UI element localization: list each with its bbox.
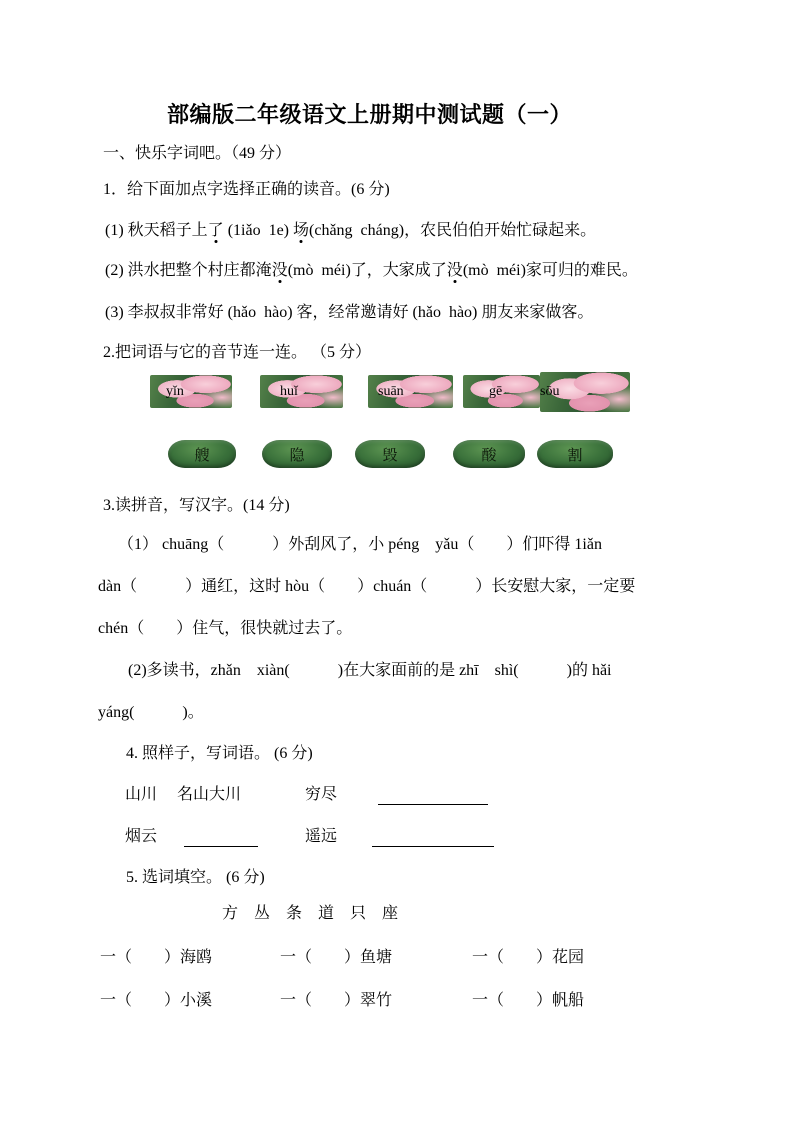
leaf-image-4 (453, 440, 525, 468)
leaf-char-label-2: 隐 (289, 447, 305, 464)
flower-image-5 (540, 372, 630, 412)
leaf-char-label-4: 酸 (481, 447, 497, 464)
q4-example-word-1: 山川 (125, 786, 158, 803)
leaf-char-label-1: 艘 (194, 447, 210, 464)
q4-blank-line-1 (378, 785, 488, 805)
dotted-char: 了 (207, 222, 224, 239)
q3-line-1: （1） chuāng（ ）外刮风了，小 péng yǎu（ ）们吓得 1iǎn (118, 536, 602, 553)
flower-image-4 (463, 375, 540, 408)
q3-line-2: dàn（ ）通红，这时 hòu（ ）chuán（ ）长安慰大家，一定要 (98, 578, 636, 595)
dotted-char: 没 (271, 262, 288, 279)
flower-pinyin-label-4: gē (489, 383, 503, 399)
leaf-image-1 (168, 440, 236, 468)
q5-item-yutang: 一（ ）鱼塘 (280, 949, 393, 966)
dotted-char: 场 (293, 222, 310, 239)
q5-item-huayuan: 一（ ）花园 (472, 949, 585, 966)
flower-pinyin-label-5: sōu (540, 384, 560, 399)
q5-item-cuizhu: 一（ ）翠竹 (280, 992, 393, 1009)
q5-item-fanchuan: 一（ ）帆船 (472, 992, 585, 1009)
q4-word-yaoyuan: 遥远 (305, 828, 338, 845)
flower-pinyin-label-3: suān (378, 383, 404, 399)
q5-options: 方 丛 条 道 只 座 (222, 905, 399, 922)
q4-word-qiongjin: 穷尽 (305, 786, 338, 803)
q4-blank-line-3 (372, 827, 494, 847)
q1-item-3: (3) 李叔叔非常好 (hǎo hào) 客，经常邀请好 (hǎo hào) 朋友来家做客。 (105, 304, 594, 321)
q3-prompt: 3.读拼音，写汉字。(14 分) (103, 497, 290, 514)
q1-prompt: 1．给下面加点字选择正确的读音。(6 分) (103, 181, 390, 198)
flower-pinyin-label-2: huǐ (280, 383, 298, 399)
leaf-image-5 (537, 440, 613, 468)
page-title: 部编版二年级语文上册期中测试题（一） (167, 102, 573, 127)
q1-item-2: (2) 洪水把整个村庄都淹没(mò méi)了，大家成了没(mò méi)家可归的难民。 (105, 262, 638, 279)
q4-blank-line-2 (184, 827, 258, 847)
section-heading: 一、快乐字词吧。（49 分） (103, 145, 292, 162)
q4-word-yanyun: 烟云 (125, 828, 158, 845)
leaf-image-3 (355, 440, 425, 468)
q2-prompt: 2.把词语与它的音节连一连。 （5 分） (103, 344, 372, 361)
q3-line-5: yáng( )。 (98, 704, 204, 721)
q5-item-xiaoxi: 一（ ）小溪 (100, 992, 213, 1009)
q4-prompt: 4. 照样子，写词语。 (6 分) (126, 745, 313, 762)
q3-line-4: (2)多读书，zhǎn xiàn( )在大家面前的是 zhī shì( )的 hǎi (128, 662, 612, 679)
leaf-char-label-5: 割 (567, 447, 583, 464)
flower-image-1 (150, 375, 232, 408)
flower-image-2 (260, 375, 343, 408)
flower-pinyin-label-1: yǐn (166, 383, 184, 399)
leaf-image-2 (262, 440, 332, 468)
dotted-char: 没 (446, 262, 463, 279)
q1-item-1: (1) 秋天稻子上了 (1iǎo 1e) 场(chǎng cháng)，农民伯伯开始忙碌起来。 (105, 222, 597, 239)
q3-line-3: chén（ ）住气，很快就过去了。 (98, 620, 353, 637)
leaf-char-label-3: 毁 (382, 447, 398, 464)
q5-prompt: 5. 选词填空。 (6 分) (126, 869, 265, 886)
q5-item-haiou: 一（ ）海鸥 (100, 949, 213, 966)
q4-example-answer: 名山大川 (177, 786, 242, 803)
flower-image-3 (368, 375, 453, 408)
